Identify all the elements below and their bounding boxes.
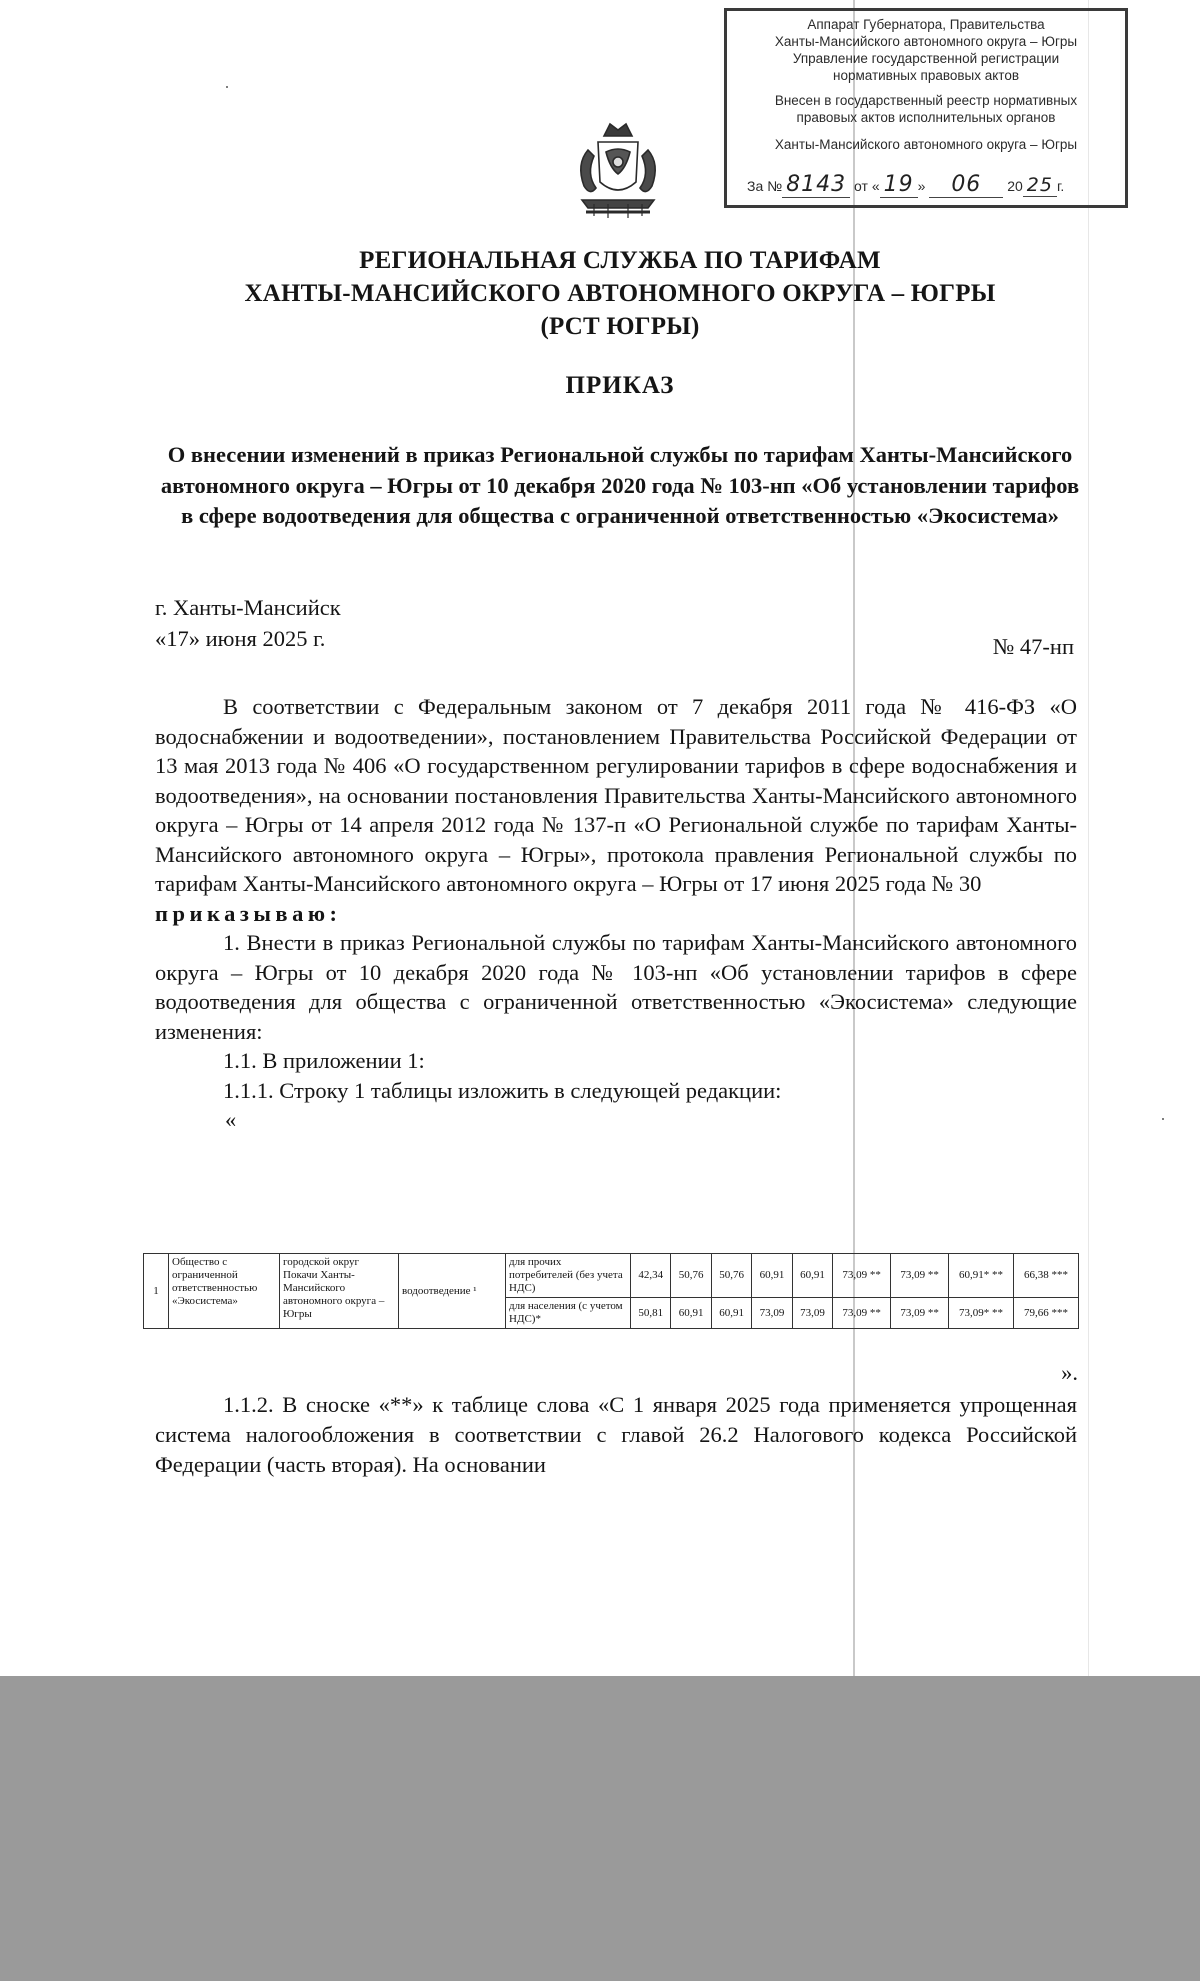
table-close-quote: ». [1061,1360,1078,1385]
table-cell-value: 73,09 [792,1298,832,1329]
stamp-month: 06 [929,172,1003,198]
table-cell-value: 73,09 ** [833,1254,891,1298]
table-cell-value: 73,09 ** [891,1254,949,1298]
coat-of-arms-icon [568,116,668,222]
preamble-paragraph [155,692,1077,899]
stamp-line: нормативных правовых актов [832,68,1020,83]
table-cell-organization: Общество с ограниченной ответственностью «Экосистема» [169,1254,280,1329]
table-cell-value: 73,09 [752,1298,792,1329]
stamp-registration-number [747,172,1111,197]
document-body [155,692,1077,1135]
table-cell-value: 50,81 [631,1298,671,1329]
table-cell-value: 42,34 [631,1254,671,1298]
table-cell-value: 66,38 *** [1014,1254,1079,1298]
document-type-title: ПРИКАЗ [565,372,675,399]
stamp-line: Ханты-Мансийского автономного округа – Югры [774,34,1078,49]
stamp-date-sep: » [917,178,926,194]
preamble-text: В соответствии с Федеральным законом от 7 декабря 2011 года № 416-ФЗ «О водоснабжении и водоотведении», постановлением Правительства Российской Федерации от 13 мая 2013 года № 406 «О государственном регулировании тарифов в сфере водоснабжения и водоотведения», на основании постановления Правительства Ханты-Мансийского автономного округа – Югры от 14 апреля 2012 года № 137-п «О Региональной службе по тарифам Ханты-Мансийского автономного округа – Югры», протокола правления Региональной службы по тарифам Ханты-Мансийского автономного округа – Югры от 17 июня 2025 года № 30 [155,694,1077,896]
stamp-year-suffix: г. [1056,178,1065,194]
document-body-continued [155,1390,1077,1480]
table-cell-value: 60,91 [792,1254,832,1298]
stamp-line: Внесен в государственный реестр нормативных [774,93,1078,108]
table-cell-service: водоотведение ¹ [399,1254,506,1329]
issue-place: г. Ханты-Мансийск [155,595,341,620]
document-number: № 47-нп [992,634,1074,659]
registration-stamp [724,8,1128,208]
table-cell-value: 60,91* ** [949,1254,1014,1298]
table-cell-value: 60,91 [711,1298,751,1329]
table-row [144,1254,1079,1298]
table-cell-value: 73,09* ** [949,1298,1014,1329]
stamp-year: 25 [1023,174,1057,197]
stamp-reg-number: 8143 [782,172,850,198]
table-cell-value: 50,76 [711,1254,751,1298]
stamp-date-prefix: от « [854,178,880,194]
stamp-line: Ханты-Мансийского автономного округа – Югры [774,137,1078,152]
stamp-line: Аппарат Губернатора, Правительства [807,17,1045,32]
table-cell-value: 73,09 ** [833,1298,891,1329]
table-cell-category: для населения (с учетом НДС)* [506,1298,631,1329]
item-1: 1. Внести в приказ Региональной службы по тарифам Ханты-Мансийского автономного округа – Югры от 10 декабря 2020 года № 103-нп «Об установлении тарифов в сфере водоотведения для общества с ограниченной ответственностью «Экосистема» следующие изменения: [155,930,1077,1044]
scan-speck [226,86,228,88]
stamp-line: правовых актов исполнительных органов [796,110,1056,125]
stamp-reg-prefix: За № [747,178,783,194]
order-word [155,899,1077,929]
item-1-1-2: 1.1.2. В сноске «**» к таблице слова «С 1 января 2025 года применяется упрощенная система налогообложения в соответствии с главой 26.2 Налогового кодекса Российской Федерации (часть вторая). На основании [155,1392,1077,1477]
order-word-text: приказываю: [155,900,342,926]
table-cell-value: 60,91 [671,1298,711,1329]
stamp-line: Управление государственной регистрации [792,51,1060,66]
issue-date: «17» июня 2025 г. [155,626,326,651]
table-cell-value: 73,09 ** [891,1298,949,1329]
item-1-1-1: 1.1.1. Строку 1 таблицы изложить в следующей редакции: [223,1077,782,1103]
issuer-line: РЕГИОНАЛЬНАЯ СЛУЖБА ПО ТАРИФАМ [359,247,881,274]
scan-speck [1162,1118,1164,1120]
tariff-table [143,1253,1079,1329]
stamp-day: 19 [880,172,918,198]
document-subject: О внесении изменений в приказ Региональной службы по тарифам Ханты-Мансийского автономного округа – Югры от 10 декабря 2020 года № 103-нп «Об установлении тарифов в сфере водоотведения для общества с ограниченной ответственностью «Экосистема» [160,442,1080,528]
table-cell-category: для прочих потребителей (без учета НДС) [506,1254,631,1298]
issuer-heading [150,244,1090,343]
table-open-quote: « [225,1107,237,1132]
table-cell-value: 60,91 [752,1254,792,1298]
table-cell-value: 50,76 [671,1254,711,1298]
table-cell-row-number: 1 [144,1254,169,1329]
table-cell-value: 79,66 *** [1014,1298,1079,1329]
table-cell-territory: городской округ Покачи Ханты-Мансийского автономного округа – Югры [280,1254,399,1329]
stamp-year-prefix: 20 [1007,178,1023,194]
item-1-1: 1.1. В приложении 1: [223,1048,425,1073]
issuer-line: ХАНТЫ-МАНСИЙСКОГО АВТОНОМНОГО ОКРУГА – ЮГРЫ [244,280,996,307]
issuer-line: (РСТ ЮГРЫ) [540,313,700,340]
